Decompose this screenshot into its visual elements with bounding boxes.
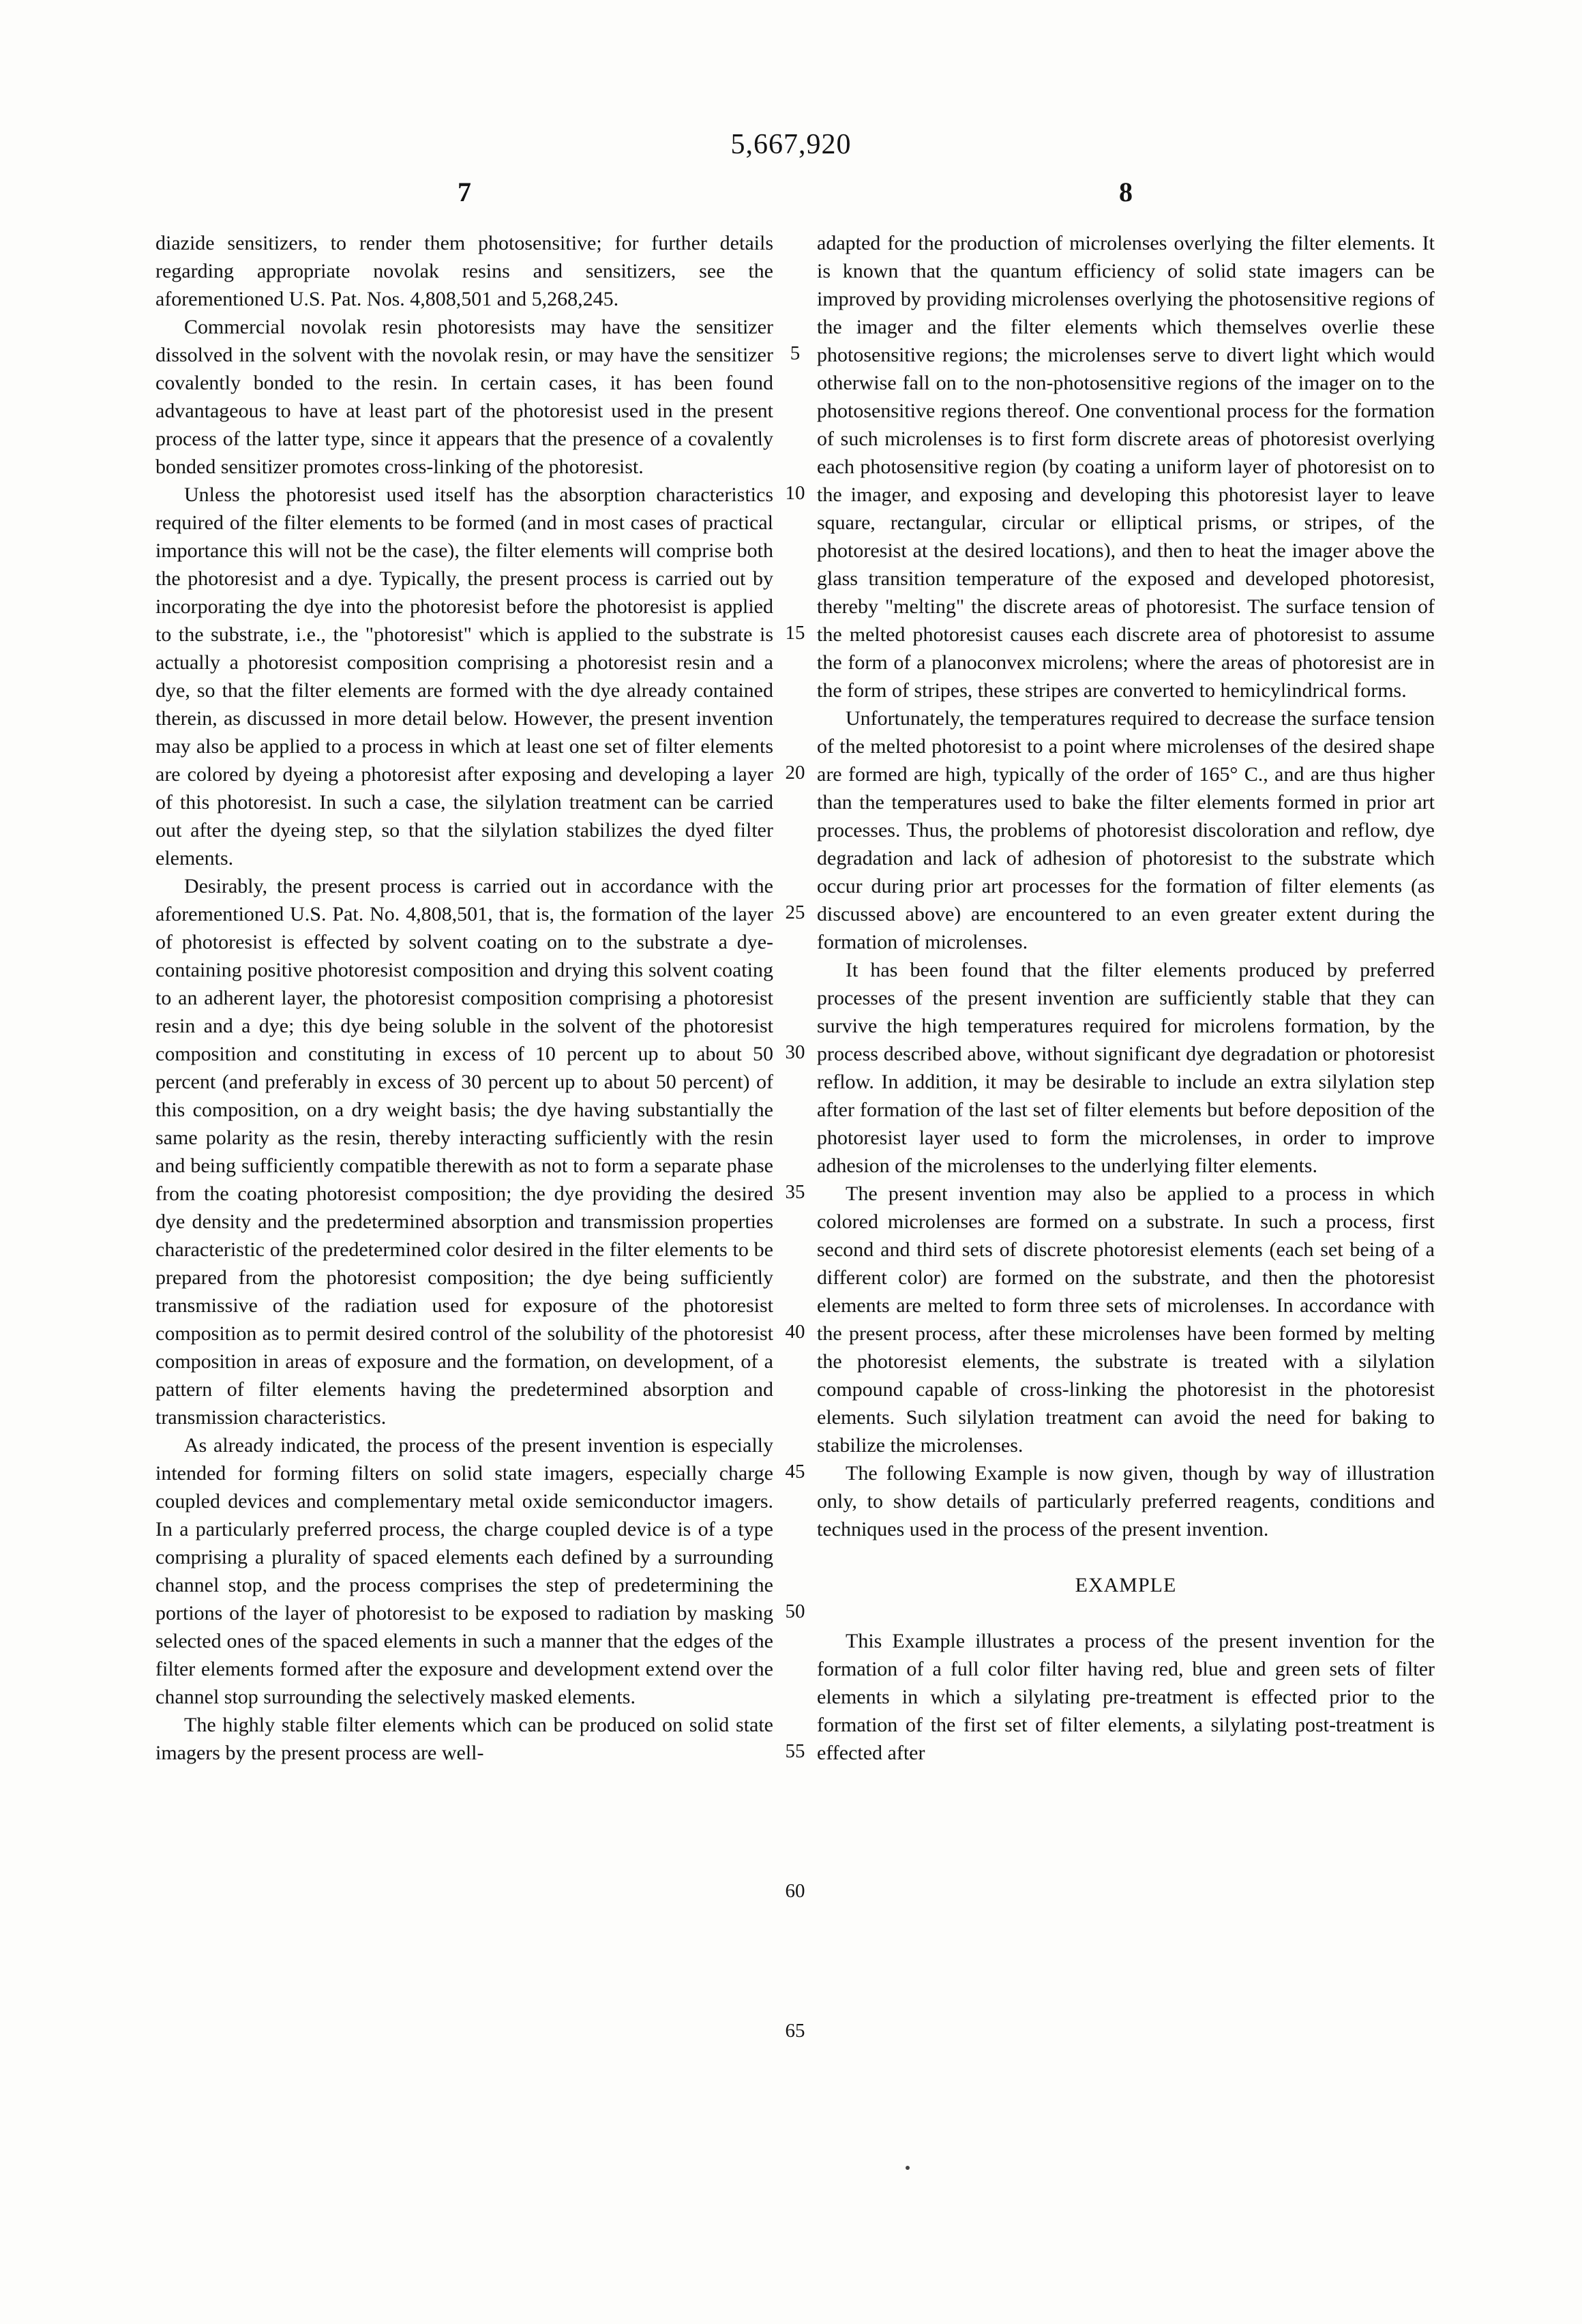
paragraph: This Example illustrates a process of the present invention for the formation of a full color filter having red, blue and green sets of filter elements in which a silylating pre-treatment is effected prior to the formation of the first set of filter elements, a silylating post-treatment is effected after	[817, 1630, 1435, 1764]
line-number: 40	[785, 1321, 805, 1343]
line-number: 45	[785, 1461, 805, 1483]
paragraph: Desirably, the present process is carried out in accordance with the aforementioned U.S. Pat. No. 4,808,501, that is, the formation of the layer of photoresist is effected by solvent coating on to the substrate a dye-containing positive photoresist composition and drying this solvent coating to an adherent layer, the photoresist composition comprising a photoresist resin and a dye; this dye being soluble in the solvent of the photoresist composition and constituting in excess of 10 percent up to about 50 percent (and preferably in excess of 30 percent up to about 50 percent) of this composition, on a dry weight basis; the dye having substantially the same polarity as the resin, thereby interacting sufficiently with the resin and being sufficiently compatible therewith as not to form a separate phase from the coating photoresist composition; the dye providing the desired dye density and the predetermined absorption and transmission properties characteristic of the predetermined color desired in the filter elements to be prepared from the photoresist composition; the dye being sufficiently transmissive of the radiation used for exposure of the photoresist composition as to permit desired control of the solubility of the photoresist composition in areas of exposure and the formation, on development, of a pattern of filter elements having the predetermined absorption and transmission characteristics.	[155, 875, 773, 1429]
line-number: 55	[785, 1740, 805, 1762]
paragraph: diazide sensitizers, to render them photosensitive; for further details regarding appropriate novolak resins and sensitizers, see the aforementioned U.S. Pat. Nos. 4,808,501 and 5,268,245.	[155, 232, 773, 310]
patent-number: 5,667,920	[730, 129, 852, 160]
paragraph: As already indicated, the process of the present invention is especially intended for forming filters on solid state imagers, especially charge coupled devices and complementary metal oxide semiconductor imagers. In a particularly preferred process, the charge coupled device is of a type comprising a plurality of spaced elements each defined by a surrounding channel stop, and the process comprises the step of predetermining the portions of the layer of photoresist to be exposed to radiation by masking selected ones of the spaced elements in such a manner that the edges of the filter elements formed after the exposure and development extend over the channel stop surrounding the selectively masked elements.	[155, 1434, 773, 1708]
paragraph: It has been found that the filter elements produced by preferred processes of the present invention are sufficiently stable that they can survive the high temperatures required for microlens formation, by the process described above, without significant dye degradation or photoresist reflow. In addition, it may be desirable to include an extra silylation step after formation of the last set of filter elements but before deposition of the photoresist layer used to form the microlenses, in order to improve adhesion of the microlenses to the underlying filter elements.	[817, 959, 1435, 1177]
line-number: 30	[785, 1041, 805, 1063]
paragraph: Commercial novolak resin photoresists may have the sensitizer dissolved in the solvent with the novolak resin, or may have the sensitizer covalently bonded to the resin. In certain cases, it has been found advantageous to have at least part of the photoresist used in the present process of the latter type, since it appears that the presence of a covalently bonded sensitizer promotes cross-linking of the photoresist.	[155, 316, 773, 478]
left-column	[155, 229, 773, 1767]
paragraph: adapted for the production of microlenses overlying the filter elements. It is known that the quantum efficiency of solid state imagers can be improved by providing microlenses overlying the photosensitive regions of the imager and the filter elements which themselves overlie these photosensitive regions; the microlenses serve to divert light which would otherwise fall on to the non-photosensitive regions of the imager on to the photosensitive regions thereof. One conventional process for the formation of such microlenses is to first form discrete areas of photoresist overlying each photosensitive region (by coating a uniform layer of photoresist on to the imager, and exposing and developing this photoresist layer to leave square, rectangular, circular or elliptical prisms, or stripes, of the photoresist at the desired locations), and then to heat the imager above the glass transition temperature of the exposed and developed photoresist, thereby "melting" the discrete areas of photoresist. The surface tension of the melted photoresist causes each discrete area of photoresist to assume the form of a planoconvex microlens; where the areas of photoresist are in the form of stripes, these stripes are converted to hemicylindrical forms.	[817, 232, 1435, 702]
section-heading: EXAMPLE	[1075, 1574, 1177, 1596]
line-number: 25	[785, 902, 805, 923]
line-number: 20	[785, 762, 805, 784]
line-number: 65	[785, 2020, 805, 2042]
left-column-number: 7	[458, 177, 471, 207]
right-column	[817, 229, 1435, 1767]
paragraph: Unfortunately, the temperatures required to decrease the surface tension of the melted photoresist to a point where microlenses of the desired shape are formed are high, typically of the order of 165° C., and are thus higher than the temperatures used to bake the filter elements formed in prior art processes. Thus, the problems of photoresist discoloration and reflow, dye degradation and lack of adhesion of photoresist to the substrate which occur during prior art processes for the formation of filter elements (as discussed above) are encountered to an even greater extent during the formation of microlenses.	[817, 707, 1435, 953]
line-number: 10	[785, 482, 805, 504]
right-column-number: 8	[1119, 177, 1133, 207]
paragraph: The highly stable filter elements which can be produced on solid state imagers by the present process are well-	[155, 1714, 773, 1764]
line-number: 5	[790, 342, 801, 364]
line-number: 15	[785, 622, 805, 644]
paragraph: The following Example is now given, though by way of illustration only, to show details of particularly preferred reagents, conditions and techniques used in the process of the present invention.	[817, 1462, 1435, 1540]
paragraph: The present invention may also be applied to a process in which colored microlenses are formed on a substrate. In such a process, first second and third sets of discrete photoresist elements (each set being of a different color) are formed on the substrate, and then the photoresist elements are melted to form three sets of microlenses. In accordance with the present process, after these microlenses have been formed by melting the photoresist elements, the substrate is treated with a silylation compound capable of cross-linking the photoresist in the photoresist elements. Such silylation treatment can avoid the need for baking to stabilize the microlenses.	[817, 1182, 1435, 1457]
scan-artifact-dot	[906, 2166, 910, 2170]
line-number: 50	[785, 1600, 805, 1622]
paragraph: Unless the photoresist used itself has the absorption characteristics required of the filter elements to be formed (and in most cases of practical importance this will not be the case), the filter elements will comprise both the photoresist and a dye. Typically, the present process is carried out by incorporating the dye into the photoresist before the photoresist is applied to the substrate, i.e., the "photoresist" which is applied to the substrate is actually a photoresist composition comprising a photoresist resin and a dye, so that the filter elements are formed with the dye already contained therein, as discussed in more detail below. However, the present invention may also be applied to a process in which at least one set of filter elements are colored by dyeing a photoresist after exposing and developing a layer of this photoresist. In such a case, the silylation treatment can be carried out after the dyeing step, so that the silylation stabilizes the dyed filter elements.	[155, 483, 773, 869]
line-number: 60	[785, 1880, 805, 1902]
line-number: 35	[785, 1181, 805, 1203]
